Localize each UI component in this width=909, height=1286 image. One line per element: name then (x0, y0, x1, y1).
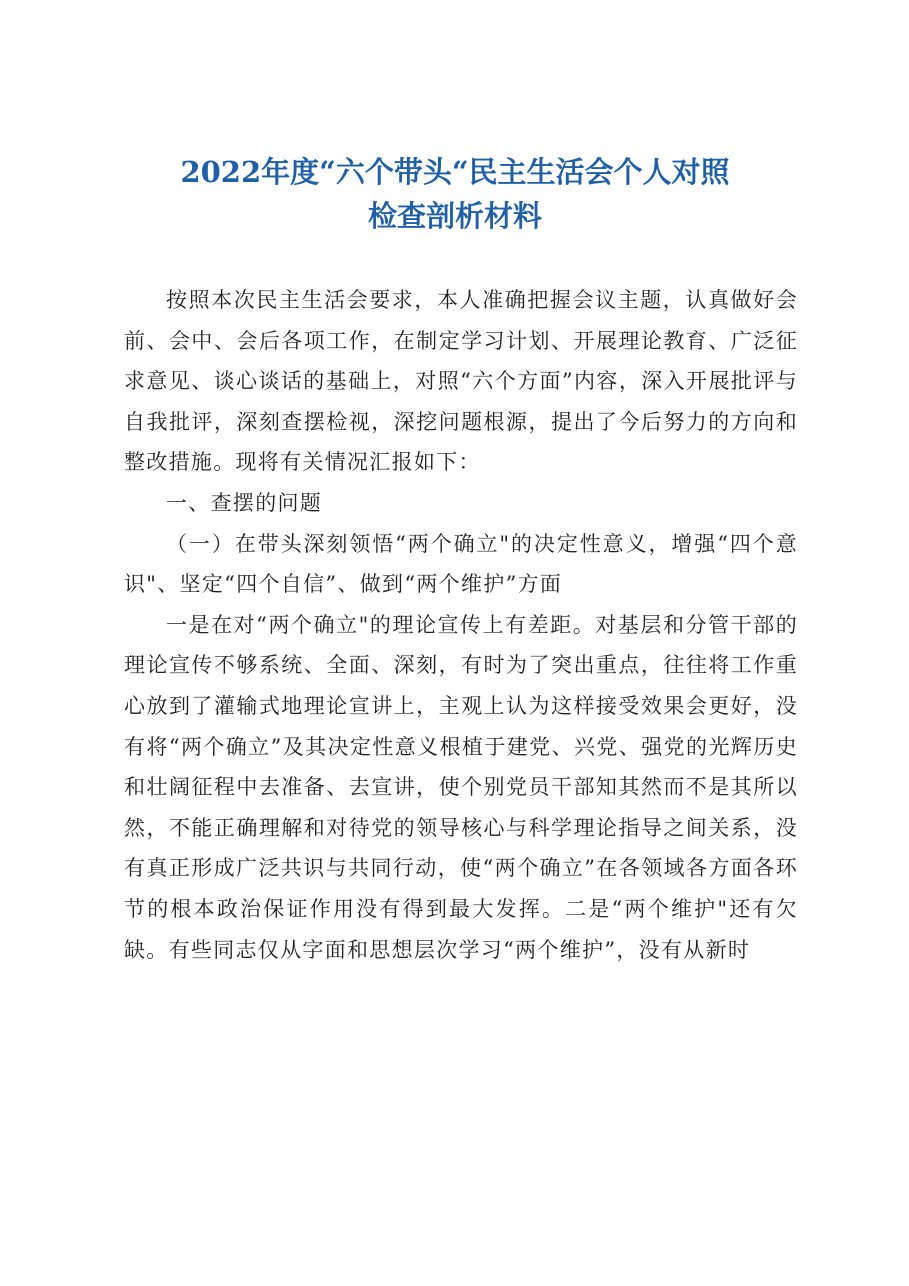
intro-paragraph: 按照本次民主生活会要求，本人准确把握会议主题，认真做好会前、会中、会后各项工作，在制定学习计划、开展理论教育、广泛征求意见、谈心谈话的基础上，对照“六个方面”内容，深入开展批评与自我批评，深刻查摆检视，深挖问题根源，提出了今后努力的方向和整改措施。现将有关情况汇报如下： (124, 288, 798, 475)
title-line-1: 2022年度“六个带头“民主生活会个人对照 (180, 155, 730, 189)
section-heading: 一、查摆的问题 (166, 490, 323, 515)
document-title (100, 150, 810, 238)
body-paragraph: 一是在对“两个确立"的理论宣传上有差距。对基层和分管干部的理论宣传不够系统、全面、深刻，有时为了突出重点，往往将工作重心放到了灌输式地理论宣讲上，主观上认为这样接受效果会更好，没有将“两个确立”及其决定性意义根植于建党、兴党、强党的光辉历史和壮阔征程中去准备、去宣讲，使个别党员干部知其然而不是其所以然，不能正确理解和对待党的领导核心与科学理论指导之间关系，没有真正形成广泛共识与共同行动，使“两个确立”在各领域各方面各环节的根本政治保证作用没有得到最大发挥。二是“两个维护"还有欠缺。有些同志仅从字面和思想层次学习“两个维护”，没有从新时 (124, 612, 798, 962)
subsection-heading: （一）在带头深刻领悟“两个确立"的决定性意义，增强“四个意识"、坚定“四个自信”、做到“两个维护”方面 (124, 531, 798, 597)
title-line-2: 检查剖析材料 (367, 199, 542, 233)
document-body (124, 280, 798, 970)
